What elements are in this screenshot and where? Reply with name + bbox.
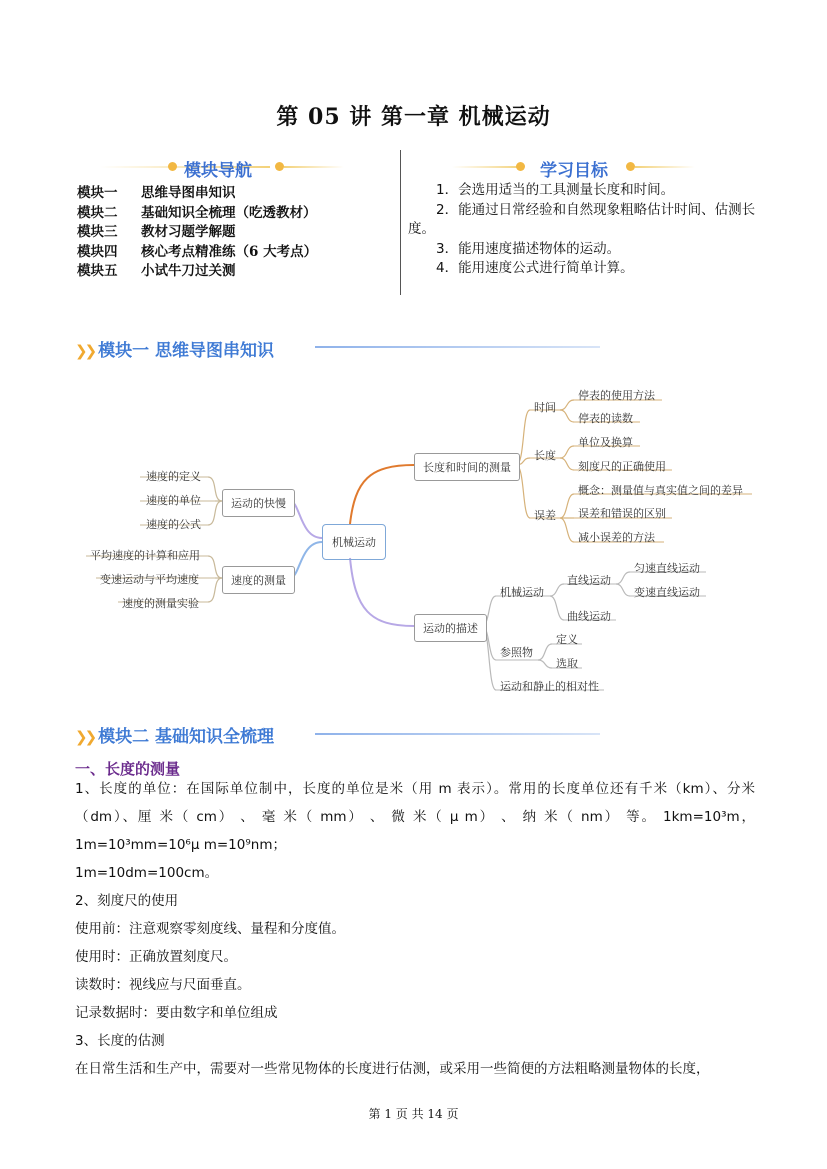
mindmap-leaf: 变速运动与平均速度 <box>100 573 199 586</box>
mindmap-time: 时间 <box>534 401 556 414</box>
mindmap-leaf: 概念：测量值与真实值之间的差异 <box>578 484 743 497</box>
mindmap-leaf: 误差和错误的区别 <box>578 507 666 520</box>
banner-line <box>315 346 600 348</box>
page-title: 第 05 讲 第一章 机械运动 <box>276 104 551 130</box>
mindmap-mech: 机械运动 <box>500 586 544 599</box>
mindmap-leaf: 停表的使用方法 <box>578 389 655 402</box>
module-item[interactable]: 模块一 思维导图串知识 <box>77 185 236 201</box>
paragraph: 读数时：视线应与尺面垂直。 <box>75 977 251 993</box>
mindmap-leaf: 停表的读数 <box>578 412 633 425</box>
mindmap-ref: 参照物 <box>500 646 533 659</box>
mindmap-speed-measure: 速度的测量 <box>222 566 295 594</box>
paragraph: 使用时：正确放置刻度尺。 <box>75 949 237 965</box>
body-text <box>75 775 755 1083</box>
goal-item: 3．能用速度描述物体的运动。 <box>436 240 621 257</box>
paragraph: 3、长度的估测 <box>75 1033 165 1049</box>
mindmap-center: 机械运动 <box>322 524 386 560</box>
nav-heading: 模块导航 <box>184 161 252 181</box>
dot-icon <box>168 162 177 171</box>
paragraph: 1m=10dm=100cm。 <box>75 865 219 881</box>
module1-banner: ❯❯ 模块一 思维导图串知识 <box>75 341 275 361</box>
divider <box>635 166 695 168</box>
mindmap-leaf: 平均速度的计算和应用 <box>90 549 200 562</box>
mindmap-length: 长度 <box>534 449 556 462</box>
mindmap-connectors <box>0 370 827 700</box>
section-heading: 一、长度的测量 <box>75 760 181 778</box>
divider <box>452 166 522 168</box>
mindmap-straight: 直线运动 <box>567 574 611 587</box>
double-chevron-icon: ❯❯ <box>75 342 95 360</box>
module-item[interactable]: 模块三 教材习题学解题 <box>77 224 236 240</box>
mindmap-leaf: 刻度尺的正确使用 <box>578 460 666 473</box>
mindmap-leaf: 速度的定义 <box>146 470 201 483</box>
mindmap-leaf: 定义 <box>556 633 578 646</box>
mindmap-leaf: 速度的测量实验 <box>122 597 199 610</box>
mindmap-measure: 长度和时间的测量 <box>414 453 520 481</box>
paragraph: 1、长度的单位：在国际单位制中，长度的单位是米（用 m 表示）。常用的长度单位还有千米（km）、分米（dm）、厘 米（ cm） 、 毫 米（ mm） 、 微 米（ μ m） 、 纳 米（ nm） 等。 1km=10³m，1m=10³mm=10⁶μ m=10⁹nm； <box>75 781 755 853</box>
mindmap-speed-fast: 运动的快慢 <box>222 489 295 517</box>
goals-list <box>408 181 758 279</box>
goal-item: 4．能用速度公式进行简单计算。 <box>436 260 634 276</box>
mindmap-leaf: 变速直线运动 <box>634 586 700 599</box>
paragraph: 2、刻度尺的使用 <box>75 893 179 909</box>
dot-icon <box>626 162 635 171</box>
mindmap-leaf: 速度的公式 <box>146 518 201 531</box>
column-divider <box>400 150 401 295</box>
mindmap-leaf: 速度的单位 <box>146 494 201 507</box>
dot-icon <box>275 162 284 171</box>
mindmap-leaf: 单位及换算 <box>578 436 633 449</box>
mindmap-leaf: 减小误差的方法 <box>578 531 655 544</box>
mindmap-leaf: 选取 <box>556 657 578 670</box>
module-item[interactable]: 模块五 小试牛刀过关测 <box>77 263 236 279</box>
goal-item: 2．能通过日常经验和自然现象粗略估计时间、估测长度。 <box>408 201 756 237</box>
mindmap-curve: 曲线运动 <box>567 610 611 623</box>
goal-item: 1．会选用适当的工具测量长度和时间。 <box>436 182 675 198</box>
page-footer: 第 1 页 共 14 页 <box>368 1107 459 1121</box>
mindmap-error: 误差 <box>534 509 556 522</box>
banner-line <box>315 733 600 735</box>
divider <box>284 166 344 168</box>
module-item[interactable]: 模块二 基础知识全梳理（吃透教材） <box>77 204 317 221</box>
dot-icon <box>516 162 525 171</box>
mindmap-relative: 运动和静止的相对性 <box>500 680 599 693</box>
module2-banner: ❯❯ 模块二 基础知识全梳理 <box>75 727 275 747</box>
module-item[interactable]: 模块四 核心考点精准练（6 大考点） <box>77 243 318 260</box>
double-chevron-icon: ❯❯ <box>75 728 95 746</box>
paragraph: 在日常生活和生产中，需要对一些常见物体的长度进行估测，或采用一些简便的方法粗略测量物体的长度， <box>75 1061 710 1077</box>
module-list <box>77 184 317 282</box>
goals-heading: 学习目标 <box>540 161 608 181</box>
paragraph: 使用前：注意观察零刻度线、量程和分度值。 <box>75 921 345 937</box>
mindmap-leaf: 匀速直线运动 <box>634 562 700 575</box>
paragraph: 记录数据时：要由数字和单位组成 <box>75 1005 278 1021</box>
mindmap-describe: 运动的描述 <box>414 614 487 642</box>
